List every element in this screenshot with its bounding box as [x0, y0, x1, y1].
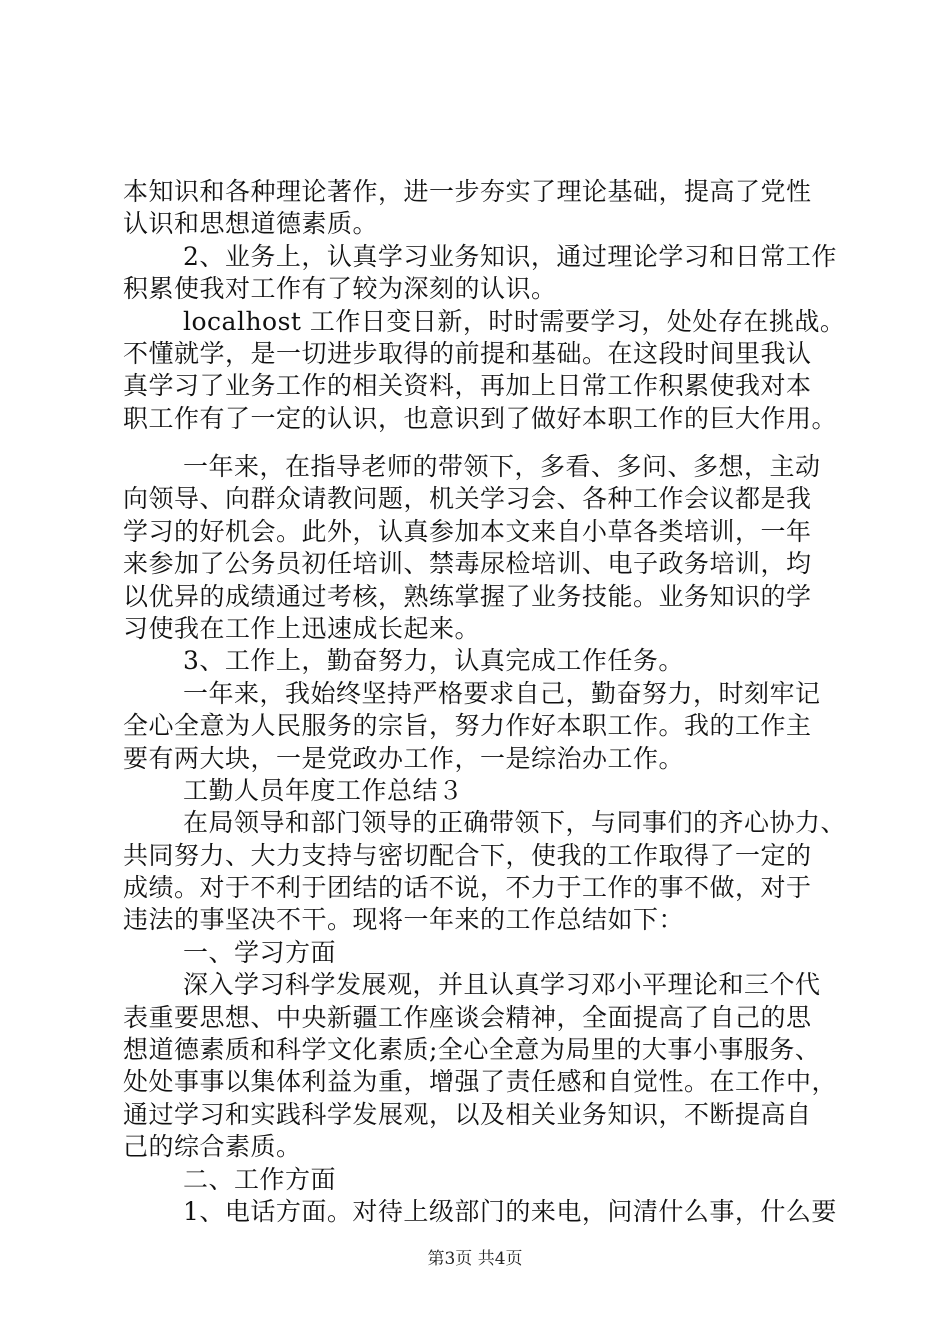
paragraph-line: 共同努力、大力支持与密切配合下，使我的工作取得了一定的	[123, 840, 812, 870]
paragraph-line: 一年来，在指导老师的带领下，多看、多问、多想，主动	[183, 452, 821, 481]
text-block-1	[123, 176, 846, 435]
paragraph-line: 2、业务上，认真学习业务知识，通过理论学习和日常工作	[183, 241, 837, 271]
paragraph-line: 真学习了业务工作的相关资料，再加上日常工作积累使我对本	[123, 371, 812, 401]
paragraph-line: 己的综合素质。	[123, 1132, 302, 1162]
text-block-2	[123, 451, 847, 1228]
paragraph-line: 处处事事以集体利益为重，增强了责任感和自觉性。在工作中，	[123, 1067, 838, 1097]
paragraph-line: 来参加了公务员初任培训、禁毒尿检培训、电子政务培训，均	[123, 549, 812, 579]
paragraph-line: 违法的事坚决不干。现将一年来的工作总结如下：	[123, 905, 685, 935]
paragraph-line: 在局领导和部门领导的正确带领下，与同事们的齐心协力、	[183, 808, 847, 838]
paragraph-line: 本知识和各种理论著作，进一步夯实了理论基础，提高了党性	[123, 177, 812, 206]
paragraph-line: 不懂就学，是一切进步取得的前提和基础。在这段时间里我认	[123, 338, 812, 368]
paragraph-line: 表重要思想、中央新疆工作座谈会精神，全面提高了自己的思	[123, 1002, 812, 1032]
paragraph-line: 全心全意为人民服务的宗旨，努力作好本职工作。我的工作主	[123, 711, 812, 741]
paragraph-line: 想道德素质和科学文化素质;全心全意为局里的大事小事服务、	[123, 1035, 821, 1065]
paragraph-line: 积累使我对工作有了较为深刻的认识。	[123, 274, 557, 304]
paragraph-line: 成绩。对于不利于团结的话不说，不力于工作的事不做，对于	[123, 873, 812, 903]
paragraph-line: 1、电话方面。对待上级部门的来电，问清什么事，什么要	[183, 1196, 837, 1226]
paragraph-line: 以优异的成绩通过考核，熟练掌握了业务技能。业务知识的学	[123, 581, 812, 611]
paragraph-line: 学习的好机会。此外，认真参加本文来自小草各类培训，一年	[123, 516, 812, 546]
paragraph-line: 认识和思想道德素质。	[123, 209, 379, 239]
paragraph-line: 一年来，我始终坚持严格要求自己，勤奋努力，时刻牢记	[183, 678, 821, 708]
section-heading: 二、工作方面	[183, 1164, 337, 1194]
section-title: 工勤人员年度工作总结３	[183, 775, 464, 805]
paragraph-line: localhost 工作日变日新，时时需要学习，处处存在挑战。	[183, 306, 846, 336]
section-heading: 3、工作上，勤奋努力，认真完成工作任务。	[183, 646, 684, 676]
paragraph-line: 职工作有了一定的认识，也意识到了做好本职工作的巨大作用。	[123, 403, 838, 433]
paragraph-line: 深入学习科学发展观，并且认真学习邓小平理论和三个代	[183, 970, 821, 1000]
paragraph-line: 要有两大块，一是党政办工作，一是综治办工作。	[123, 743, 685, 773]
paragraph-line: 习使我在工作上迅速成长起来。	[123, 613, 481, 643]
paragraph-line: 向领导、向群众请教问题，机关学习会、各种工作会议都是我	[123, 484, 812, 514]
paragraph-line: 通过学习和实践科学发展观，以及相关业务知识，不断提高自	[123, 1099, 812, 1129]
section-heading: 一、学习方面	[183, 937, 337, 967]
page-number-footer: 第3页 共4页	[427, 1249, 523, 1269]
